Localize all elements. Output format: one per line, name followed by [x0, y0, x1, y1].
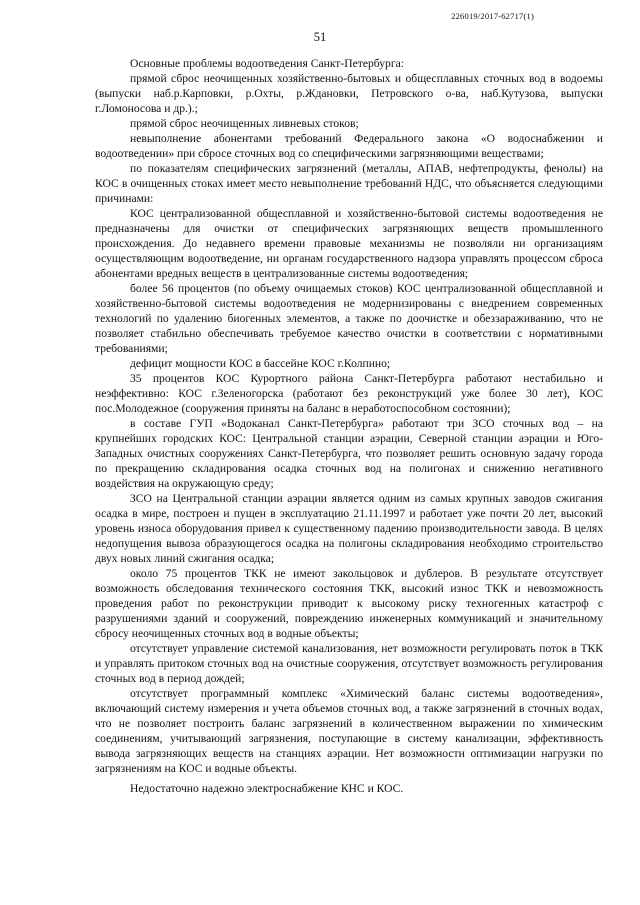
paragraph-item: 35 процентов КОС Курортного района Санкт-Петербурга работают нестабильно и неэффективно: КОС г.Зеленогорска (работают без реконструкций уже более 30 лет), КОС пос.Молодежное (сооружения приняты на баланс в неработоспособном состоянии);: [95, 372, 603, 415]
paragraph-item: невыполнение абонентами требований Федерального закона «О водоснабжении и водоотведении» при сбросе сточных вод со специфическими загрязняющими веществами;: [95, 132, 603, 160]
paragraph-conclusion: Недостаточно надежно электроснабжение КНС и КОС.: [130, 782, 404, 795]
document-registration-number: 226019/2017-62717(1): [451, 11, 534, 21]
paragraph-item: отсутствует программный комплекс «Химический баланс системы водоотведения», включающий систему измерения и учета объемов сточных вод, а также загрязнений в сточных водах, что не позволяет построить баланс загрязнений в количественном выражении по химическим соединениям, учитывающий загрязнения, поступающие в систему канализации, эффективность вывода загрязняющих веществ на станциях аэрации. Нет возможности оптимизации нагрузки по загрязнениям на КОС и водные объекты.: [95, 687, 603, 775]
page-number: 51: [313, 30, 327, 44]
paragraph-item: более 56 процентов (по объему очищаемых стоков) КОС централизованной общесплавной и хозяйственно-бытовой системы водоотведения не модернизированы с внедрением современных технологий по удалению биогенных элементов, а также по доочистке и обеззараживанию, что не позволяет стабильно обеспечивать требуемое качество очистки в соответствии с нормативными требованиями;: [95, 282, 603, 355]
paragraph-item: дефицит мощности КОС в бассейне КОС г.Колпино;: [130, 357, 391, 370]
paragraph-item: КОС централизованной общесплавной и хозяйственно-бытовой системы водоотведения не предназначены для очистки от специфических загрязняющих веществ промышленного происхождения. До недавнего времени правовые механизмы не позволяли ни организациям осуществляющим водоотведение, ни органам государственного надзора управлять процессом сброса абонентами вредных веществ в централизованные системы водоотведения;: [95, 207, 603, 280]
paragraph-item: прямой сброс неочищенных хозяйственно-бытовых и общесплавных сточных вод в водоемы (выпуски наб.р.Карповки, р.Охты, р.Ждановки, Петровского о-ва, наб.Кутузова, выпуски г.Ломоносова и др.).;: [95, 72, 603, 115]
paragraph-item: в составе ГУП «Водоканал Санкт-Петербурга» работают три ЗСО сточных вод – на крупнейших городских КОС: Центральной станции аэрации, Северной станции аэрации и Юго-Западных очистных сооружениях Санкт-Петербурга, что позволяет решить основную задачу города по прекращению складирования осадка сточных вод на полигонах и снижению негативного воздействия на окружающую среду;: [95, 417, 603, 490]
document-body: [95, 56, 603, 796]
paragraph-item: около 75 процентов ТКК не имеют закольцовок и дублеров. В результате отсутствует возможность обследования технического состояния ТКК, высокий износ ТКК и невозможность проведения работ по реконструкции приводит к высокому риску техногенных катастроф с разрушениями зданий и сооружений, повреждению инженерных коммуникаций и значительному сбросу неочищенных сточных вод в водные объекты;: [95, 567, 603, 640]
paragraph-item: ЗСО на Центральной станции аэрации является одним из самых крупных заводов сжигания осадка в мире, построен и пущен в эксплуатацию 21.11.1997 и работает уже почти 20 лет, высокий уровень износа оборудования привел к существенному падению производительности завода. В целях недопущения вывоза образующегося осадка на полигоны складирования необходимо строительство двух новых линий сжигания осадка;: [95, 492, 603, 565]
paragraph-item: отсутствует управление системой канализования, нет возможности регулировать поток в ТКК и управлять притоком сточных вод на очистные сооружения, отсутствует возможность регулирования сточных вод в период дождей;: [95, 642, 603, 685]
paragraph-item: прямой сброс неочищенных ливневых стоков;: [130, 117, 359, 130]
paragraph-item: по показателям специфических загрязнений (металлы, АПАВ, нефтепродукты, фенолы) на КОС в очищенных стоках имеет место невыполнение требований НДС, что объясняется следующими причинами:: [95, 162, 603, 205]
paragraph-heading: Основные проблемы водоотведения Санкт-Петербурга:: [130, 57, 404, 70]
